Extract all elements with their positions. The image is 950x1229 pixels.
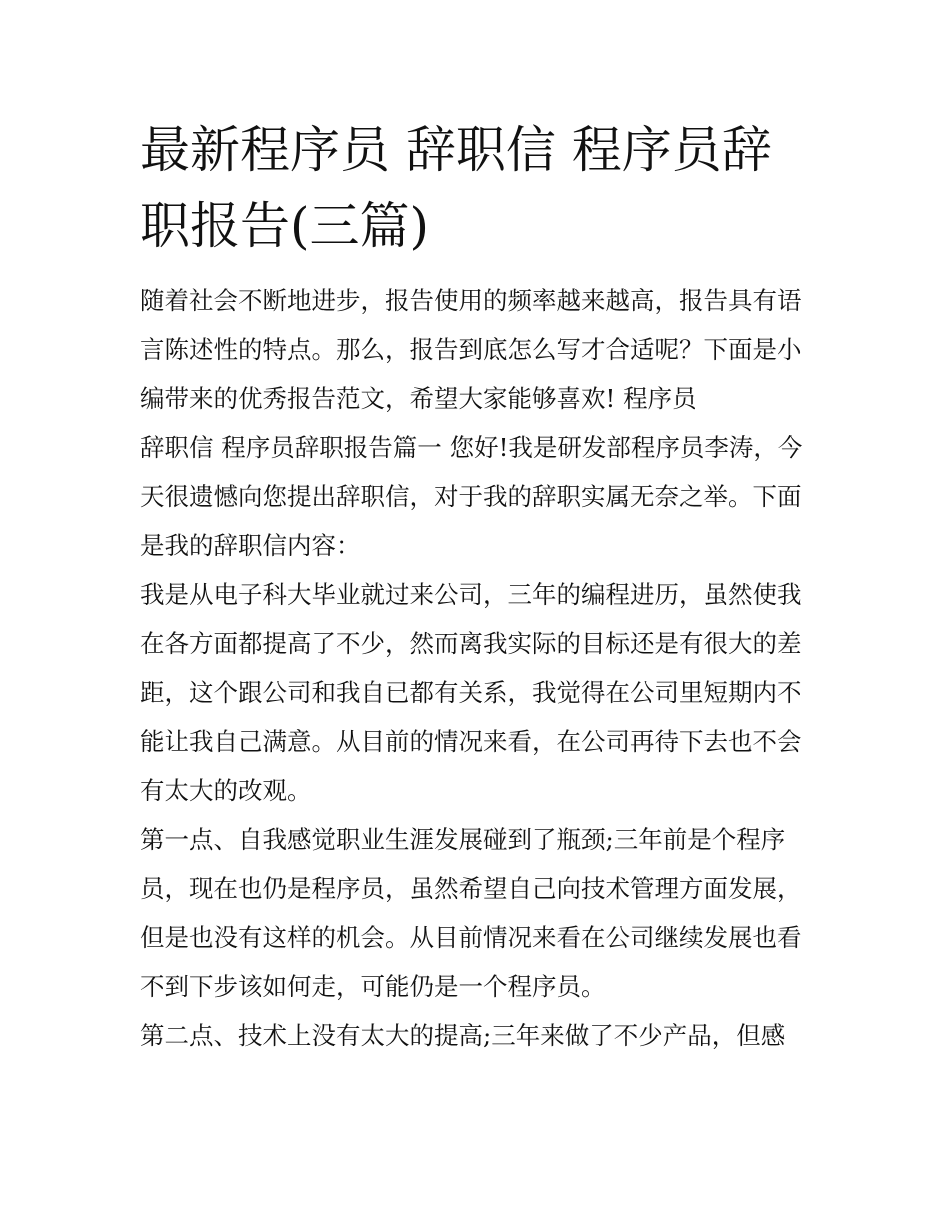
- body-line-7: 我是从电子科大毕业就过来公司，三年的编程进历，虽然使我: [140, 580, 802, 609]
- document-title: [140, 112, 820, 264]
- body-line-8: 在各方面都提高了不少，然而离我实际的目标还是有很大的差: [140, 629, 802, 658]
- body-line-15: 不到下步该如何走，可能仍是一个程序员。: [140, 972, 606, 1001]
- body-line-10: 能让我自己满意。从目前的情况来看，在公司再待下去也不会: [140, 727, 802, 756]
- body-line-9: 距，这个跟公司和我自已都有关系，我觉得在公司里短期内不: [140, 678, 802, 707]
- document-body: [140, 276, 820, 1060]
- body-line-14: 但是也没有这样的机会。从目前情况来看在公司继续发展也看: [140, 923, 802, 952]
- title-line-1: 最新程序员 辞职信 程序员辞: [140, 121, 772, 179]
- body-line-2: 言陈述性的特点。那么，报告到底怎么写才合适呢？下面是小: [140, 335, 802, 364]
- body-line-12: 第一点、自我感觉职业生涯发展碰到了瓶颈;三年前是个程序: [140, 825, 786, 854]
- body-line-3: 编带来的优秀报告范文，希望大家能够喜欢! 程序员: [140, 384, 697, 413]
- title-line-2: 职报告(三篇): [140, 197, 430, 255]
- body-line-6: 是我的辞职信内容：: [140, 531, 361, 560]
- body-line-13: 员，现在也仍是程序员，虽然希望自己向技术管理方面发展，: [140, 874, 802, 903]
- body-line-16: 第二点、技术上没有太大的提高;三年来做了不少产品，但感: [140, 1021, 786, 1050]
- body-line-11: 有太大的改观。: [140, 776, 312, 805]
- body-line-5: 天很遗憾向您提出辞职信，对于我的辞职实属无奈之举。下面: [140, 482, 802, 511]
- body-line-1: 随着社会不断地进步，报告使用的频率越来越高，报告具有语: [140, 286, 802, 315]
- body-line-4: 辞职信 程序员辞职报告篇一 您好!我是研发部程序员李涛，今: [140, 433, 803, 462]
